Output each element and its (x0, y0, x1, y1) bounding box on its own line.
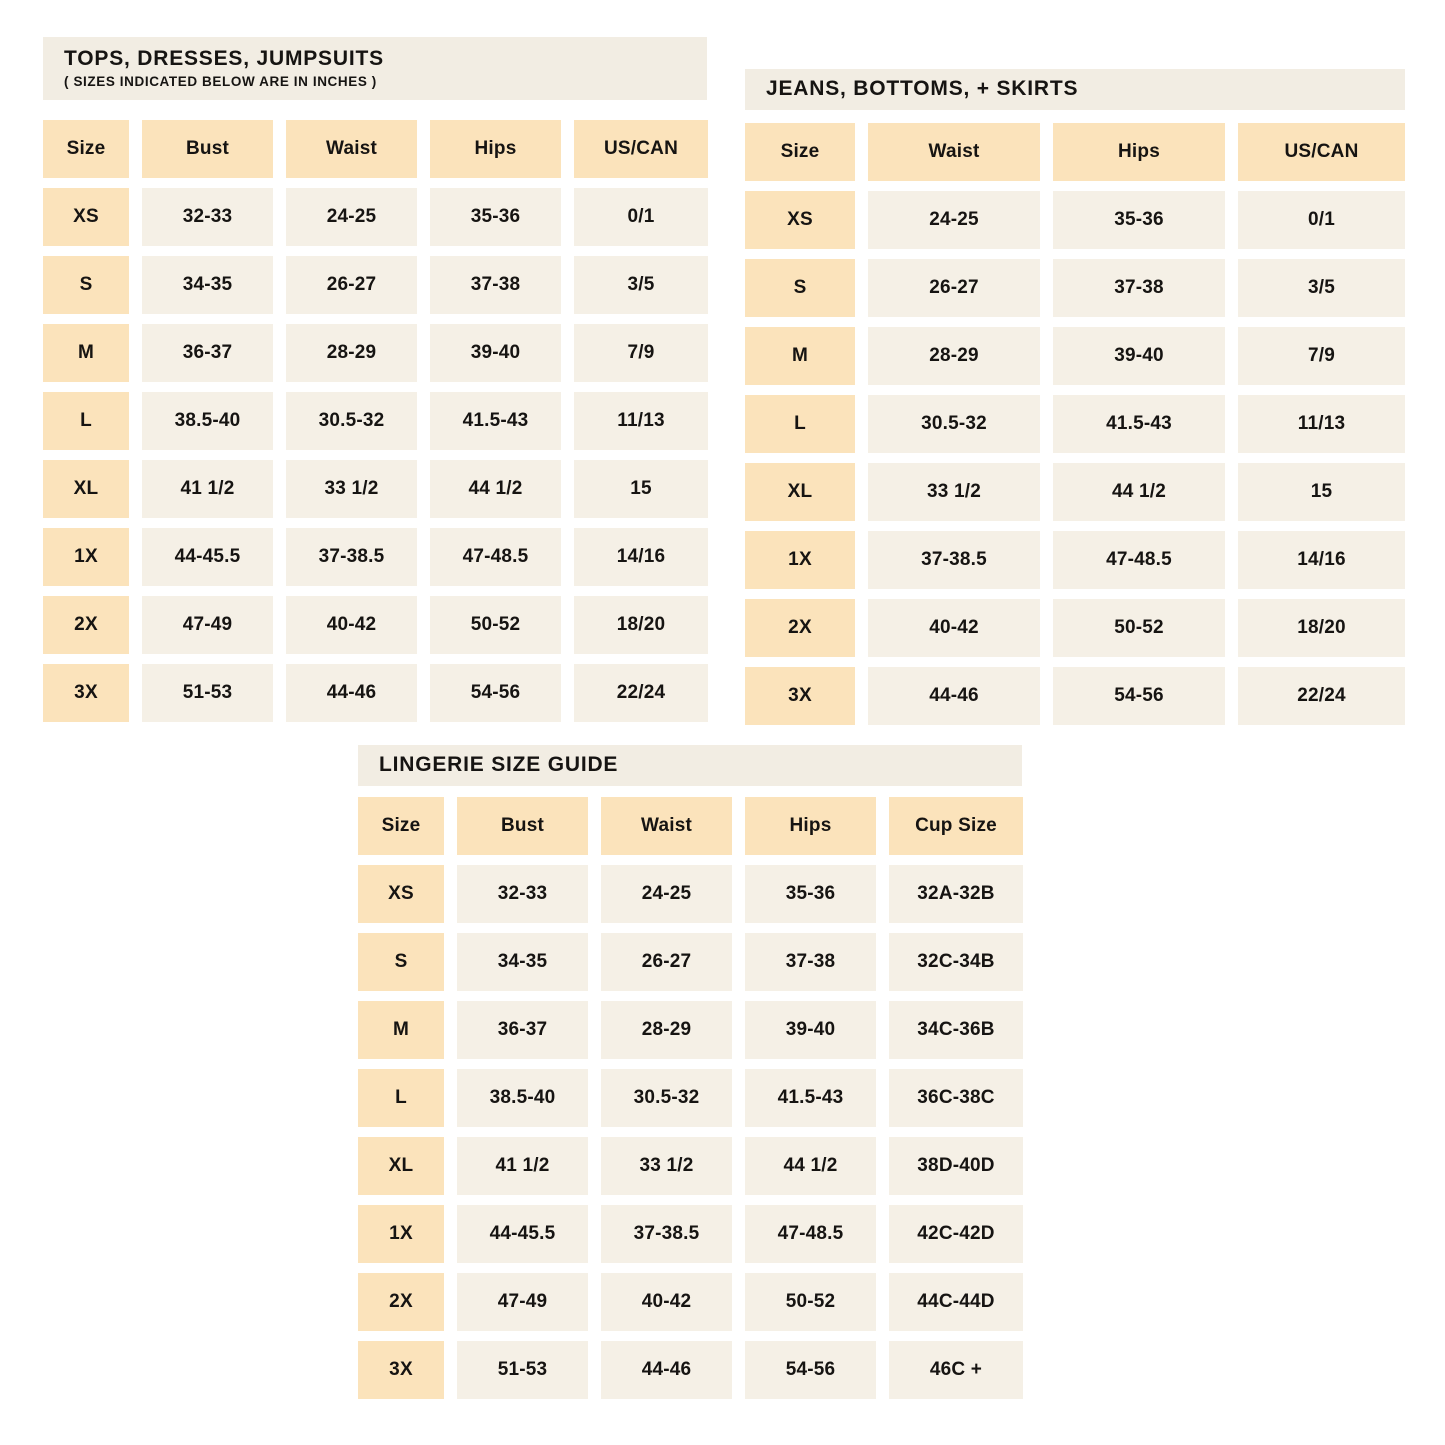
size-label-cell-1x: 1X (358, 1205, 444, 1263)
column-header-bust: Bust (457, 797, 588, 855)
measurement-cell: 41 1/2 (457, 1137, 588, 1195)
size-label-cell-1x: 1X (43, 528, 129, 586)
measurement-cell: 44 1/2 (745, 1137, 876, 1195)
size-grid-jeans (745, 123, 1405, 725)
column-header-waist: Waist (601, 797, 732, 855)
table-title-bar (43, 37, 707, 100)
measurement-cell: 40-42 (286, 596, 417, 654)
measurement-cell: 38.5-40 (142, 392, 273, 450)
measurement-cell: 30.5-32 (286, 392, 417, 450)
measurement-cell: 44-46 (601, 1341, 732, 1399)
measurement-cell: 0/1 (1238, 191, 1405, 249)
size-label-cell-2x: 2X (745, 599, 855, 657)
measurement-cell: 36-37 (142, 324, 273, 382)
measurement-cell: 35-36 (430, 188, 561, 246)
measurement-cell: 50-52 (745, 1273, 876, 1331)
size-grid-tops (43, 120, 707, 722)
measurement-cell: 42C-42D (889, 1205, 1023, 1263)
measurement-cell: 44-46 (286, 664, 417, 722)
measurement-cell: 28-29 (868, 327, 1040, 385)
measurement-cell: 3/5 (1238, 259, 1405, 317)
measurement-cell: 44 1/2 (1053, 463, 1225, 521)
measurement-cell: 18/20 (574, 596, 708, 654)
measurement-cell: 54-56 (1053, 667, 1225, 725)
measurement-cell: 24-25 (601, 865, 732, 923)
measurement-cell: 33 1/2 (868, 463, 1040, 521)
size-label-cell-2x: 2X (358, 1273, 444, 1331)
measurement-cell: 41.5-43 (745, 1069, 876, 1127)
measurement-cell: 54-56 (430, 664, 561, 722)
table-title-bar (745, 69, 1405, 110)
measurement-cell: 14/16 (1238, 531, 1405, 589)
column-header-waist: Waist (868, 123, 1040, 181)
measurement-cell: 15 (574, 460, 708, 518)
measurement-cell: 36C-38C (889, 1069, 1023, 1127)
size-label-cell-3x: 3X (358, 1341, 444, 1399)
size-label-cell-xs: XS (43, 188, 129, 246)
measurement-cell: 28-29 (601, 1001, 732, 1059)
measurement-cell: 32C-34B (889, 933, 1023, 991)
measurement-cell: 40-42 (601, 1273, 732, 1331)
measurement-cell: 44-45.5 (142, 528, 273, 586)
measurement-cell: 41.5-43 (1053, 395, 1225, 453)
measurement-cell: 24-25 (868, 191, 1040, 249)
measurement-cell: 34-35 (142, 256, 273, 314)
measurement-cell: 32A-32B (889, 865, 1023, 923)
measurement-cell: 37-38.5 (601, 1205, 732, 1263)
measurement-cell: 47-49 (142, 596, 273, 654)
measurement-cell: 24-25 (286, 188, 417, 246)
size-label-cell-xl: XL (358, 1137, 444, 1195)
measurement-cell: 0/1 (574, 188, 708, 246)
table-lingerie-size-guide (358, 745, 1022, 1399)
size-label-cell-3x: 3X (745, 667, 855, 725)
measurement-cell: 26-27 (601, 933, 732, 991)
measurement-cell: 37-38 (1053, 259, 1225, 317)
column-header-us-can: US/CAN (574, 120, 708, 178)
column-header-hips: Hips (745, 797, 876, 855)
measurement-cell: 11/13 (1238, 395, 1405, 453)
measurement-cell: 44-45.5 (457, 1205, 588, 1263)
measurement-cell: 35-36 (745, 865, 876, 923)
measurement-cell: 38D-40D (889, 1137, 1023, 1195)
measurement-cell: 39-40 (430, 324, 561, 382)
size-label-cell-xl: XL (43, 460, 129, 518)
size-grid-lingerie (358, 797, 1022, 1399)
measurement-cell: 46C + (889, 1341, 1023, 1399)
measurement-cell: 30.5-32 (601, 1069, 732, 1127)
size-label-cell-l: L (43, 392, 129, 450)
measurement-cell: 22/24 (1238, 667, 1405, 725)
column-header-size: Size (358, 797, 444, 855)
measurement-cell: 34C-36B (889, 1001, 1023, 1059)
column-header-us-can: US/CAN (1238, 123, 1405, 181)
measurement-cell: 33 1/2 (286, 460, 417, 518)
column-header-cup-size: Cup Size (889, 797, 1023, 855)
measurement-cell: 47-48.5 (745, 1205, 876, 1263)
measurement-cell: 51-53 (457, 1341, 588, 1399)
table-title: LINGERIE SIZE GUIDE (379, 753, 619, 777)
measurement-cell: 41.5-43 (430, 392, 561, 450)
column-header-size: Size (43, 120, 129, 178)
measurement-cell: 14/16 (574, 528, 708, 586)
size-label-cell-s: S (745, 259, 855, 317)
measurement-cell: 47-48.5 (430, 528, 561, 586)
size-label-cell-m: M (358, 1001, 444, 1059)
column-header-hips: Hips (1053, 123, 1225, 181)
column-header-bust: Bust (142, 120, 273, 178)
size-label-cell-s: S (358, 933, 444, 991)
measurement-cell: 51-53 (142, 664, 273, 722)
measurement-cell: 33 1/2 (601, 1137, 732, 1195)
size-label-cell-m: M (43, 324, 129, 382)
measurement-cell: 18/20 (1238, 599, 1405, 657)
size-label-cell-s: S (43, 256, 129, 314)
measurement-cell: 32-33 (142, 188, 273, 246)
measurement-cell: 37-38.5 (286, 528, 417, 586)
table-subtitle: ( SIZES INDICATED BELOW ARE IN INCHES ) (64, 73, 377, 89)
size-label-cell-xs: XS (358, 865, 444, 923)
measurement-cell: 28-29 (286, 324, 417, 382)
measurement-cell: 36-37 (457, 1001, 588, 1059)
table-title: TOPS, DRESSES, JUMPSUITS (64, 47, 384, 71)
size-label-cell-xl: XL (745, 463, 855, 521)
size-label-cell-m: M (745, 327, 855, 385)
column-header-size: Size (745, 123, 855, 181)
measurement-cell: 44 1/2 (430, 460, 561, 518)
measurement-cell: 37-38 (430, 256, 561, 314)
measurement-cell: 37-38 (745, 933, 876, 991)
table-title: JEANS, BOTTOMS, + SKIRTS (766, 77, 1079, 101)
size-label-cell-1x: 1X (745, 531, 855, 589)
table-tops-dresses-jumpsuits (43, 37, 707, 722)
measurement-cell: 44-46 (868, 667, 1040, 725)
measurement-cell: 50-52 (1053, 599, 1225, 657)
size-label-cell-xs: XS (745, 191, 855, 249)
measurement-cell: 11/13 (574, 392, 708, 450)
measurement-cell: 22/24 (574, 664, 708, 722)
measurement-cell: 50-52 (430, 596, 561, 654)
size-label-cell-2x: 2X (43, 596, 129, 654)
measurement-cell: 38.5-40 (457, 1069, 588, 1127)
column-header-waist: Waist (286, 120, 417, 178)
size-label-cell-3x: 3X (43, 664, 129, 722)
measurement-cell: 32-33 (457, 865, 588, 923)
measurement-cell: 37-38.5 (868, 531, 1040, 589)
size-label-cell-l: L (358, 1069, 444, 1127)
measurement-cell: 44C-44D (889, 1273, 1023, 1331)
measurement-cell: 35-36 (1053, 191, 1225, 249)
measurement-cell: 30.5-32 (868, 395, 1040, 453)
measurement-cell: 3/5 (574, 256, 708, 314)
measurement-cell: 47-49 (457, 1273, 588, 1331)
measurement-cell: 26-27 (286, 256, 417, 314)
column-header-hips: Hips (430, 120, 561, 178)
measurement-cell: 47-48.5 (1053, 531, 1225, 589)
size-label-cell-l: L (745, 395, 855, 453)
measurement-cell: 26-27 (868, 259, 1040, 317)
table-jeans-bottoms-skirts (745, 69, 1405, 725)
measurement-cell: 34-35 (457, 933, 588, 991)
measurement-cell: 39-40 (745, 1001, 876, 1059)
measurement-cell: 40-42 (868, 599, 1040, 657)
measurement-cell: 15 (1238, 463, 1405, 521)
measurement-cell: 41 1/2 (142, 460, 273, 518)
table-title-bar (358, 745, 1022, 786)
measurement-cell: 39-40 (1053, 327, 1225, 385)
measurement-cell: 54-56 (745, 1341, 876, 1399)
measurement-cell: 7/9 (1238, 327, 1405, 385)
measurement-cell: 7/9 (574, 324, 708, 382)
